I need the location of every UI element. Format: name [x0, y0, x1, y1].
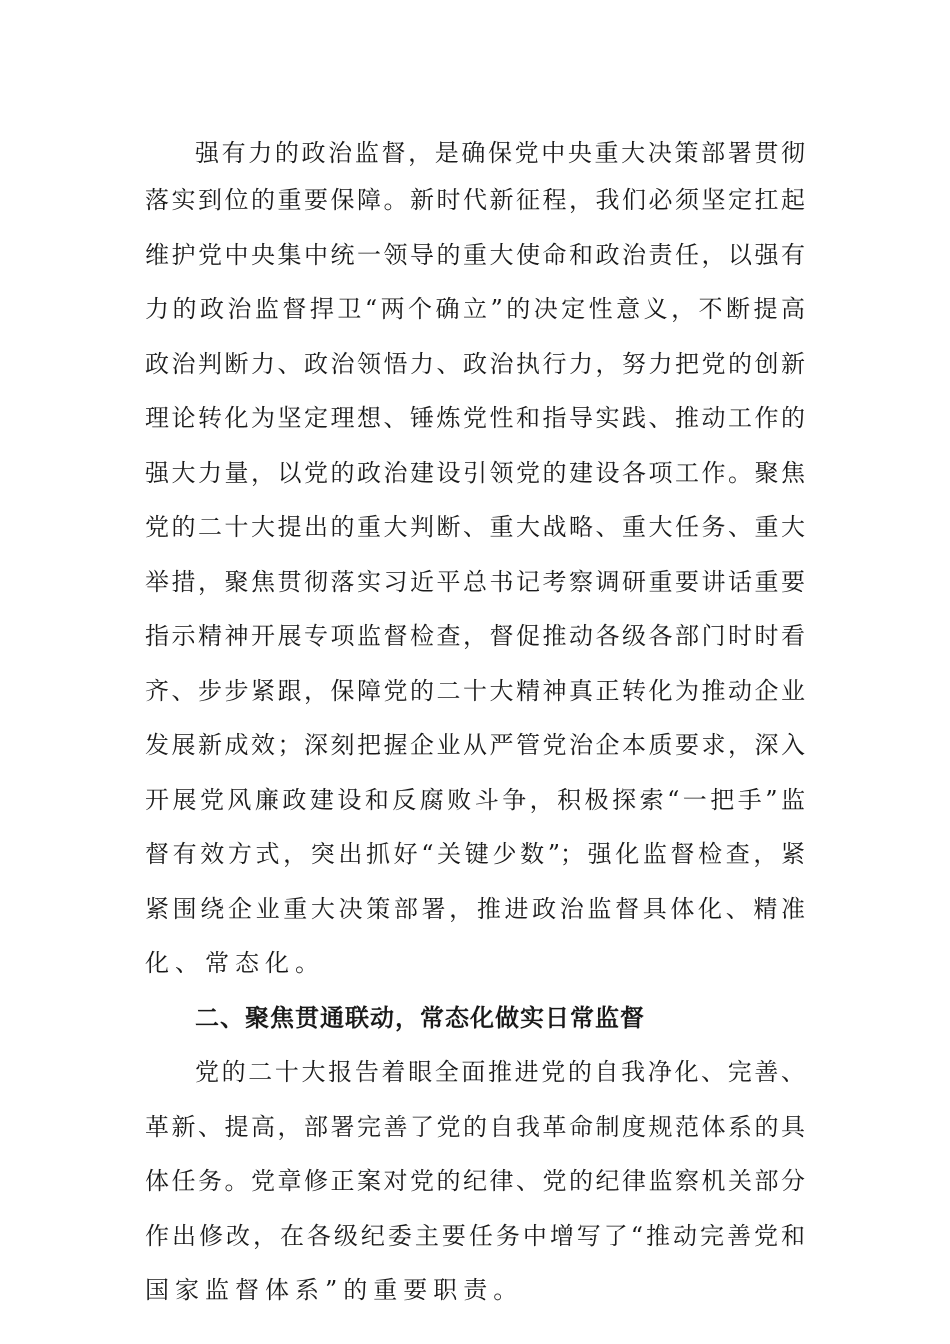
text-line: 革新、提高，部署完善了党的自我革命制度规范体系的具	[145, 1113, 805, 1141]
text-line: 体任务。党章修正案对党的纪律、党的纪律监察机关部分	[145, 1167, 805, 1195]
text-line: 督有效方式，突出抓好“关键少数”；强化监督检查，紧	[145, 840, 805, 868]
text-line: 举措，聚焦贯彻落实习近平总书记考察调研重要讲话重要	[145, 568, 805, 596]
text-line: 紧围绕企业重大决策部署，推进政治监督具体化、精准	[145, 895, 805, 923]
text-line: 强大力量，以党的政治建设引领党的建设各项工作。聚焦	[145, 459, 805, 487]
text-line: 党的二十大报告着眼全面推进党的自我净化、完善、	[195, 1058, 805, 1086]
text-line: 作出修改，在各级纪委主要任务中增写了“推动完善党和	[145, 1222, 805, 1250]
text-line: 党的二十大提出的重大判断、重大战略、重大任务、重大	[145, 513, 805, 541]
text-line: 化、常态化。	[145, 949, 325, 977]
text-line: 政治判断力、政治领悟力、政治执行力，努力把党的创新	[145, 350, 805, 378]
text-line: 理论转化为坚定理想、锤炼党性和指导实践、推动工作的	[145, 404, 805, 432]
text-line: 齐、步步紧跟，保障党的二十大精神真正转化为推动企业	[145, 677, 805, 705]
text-line: 落实到位的重要保障。新时代新征程，我们必须坚定扛起	[145, 186, 805, 214]
text-line: 指示精神开展专项监督检查，督促推动各级各部门时时看	[145, 622, 805, 650]
text-line: 力的政治监督捍卫“两个确立”的决定性意义，不断提高	[145, 295, 805, 323]
text-line: 发展新成效；深刻把握企业从严管党治企本质要求，深入	[145, 731, 805, 759]
text-line: 强有力的政治监督，是确保党中央重大决策部署贯彻	[195, 139, 805, 167]
text-line: 国家监督体系”的重要职责。	[145, 1276, 524, 1304]
section-heading: 二、聚焦贯通联动，常态化做实日常监督	[195, 1004, 645, 1032]
text-line: 开展党风廉政建设和反腐败斗争，积极探索“一把手”监	[145, 786, 805, 814]
text-line: 维护党中央集中统一领导的重大使命和政治责任，以强有	[145, 241, 805, 269]
